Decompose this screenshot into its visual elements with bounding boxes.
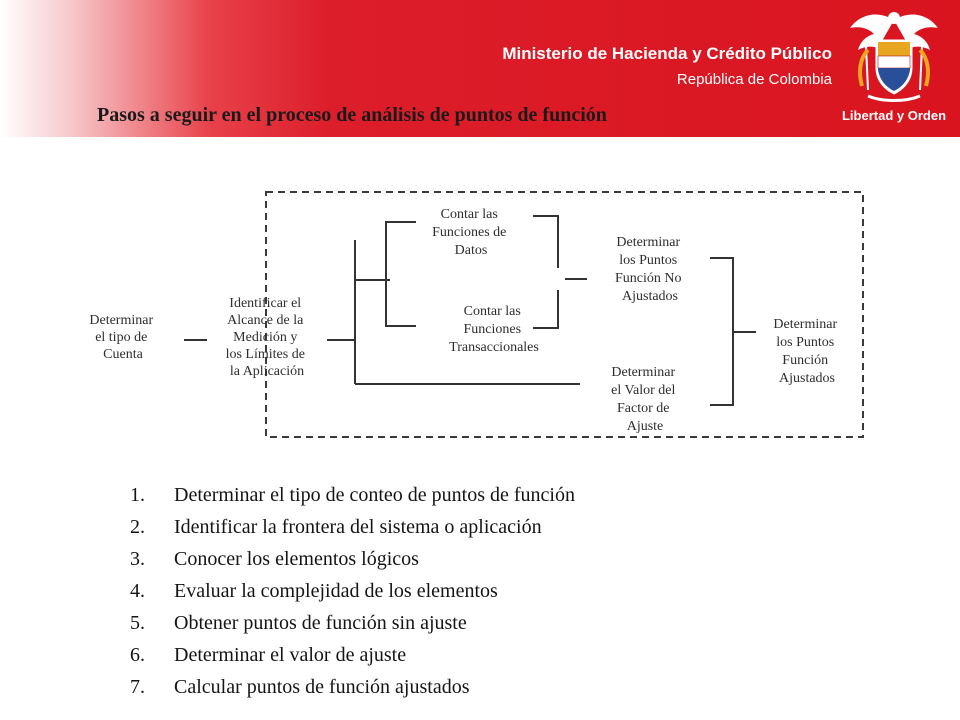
- step-text: Determinar el tipo de conteo de puntos de función: [174, 484, 575, 506]
- box-identificar-alcance: Identificar el Alcance de la Medición y los Límites de la Aplicación: [225, 296, 305, 379]
- list-item: [130, 482, 575, 514]
- step-text: Determinar el valor de ajuste: [174, 644, 407, 666]
- box-puntos-no-ajustados: Determinar los Puntos Función No Ajustados: [615, 235, 682, 304]
- list-item: [130, 514, 575, 546]
- step-text: Conocer los elementos lógicos: [174, 548, 419, 570]
- box-contar-funciones-datos: Contar las Funciones de Datos: [432, 207, 507, 258]
- step-number: 5.: [130, 612, 145, 634]
- box-contar-funciones-transaccionales: Contar las Funciones Transaccionales: [449, 304, 539, 355]
- coat-of-arms-icon: [838, 6, 950, 104]
- list-item: [130, 578, 575, 610]
- list-item: [130, 546, 575, 578]
- steps-list: [130, 482, 575, 706]
- motto: Libertad y Orden: [841, 108, 947, 123]
- page-title: Pasos a seguir en el proceso de análisis de puntos de función: [97, 104, 607, 126]
- box-puntos-ajustados: Determinar los Puntos Función Ajustados: [773, 317, 838, 386]
- box-determinar-tipo: Determinar el tipo de Cuenta: [89, 313, 154, 362]
- step-number: 3.: [130, 548, 145, 570]
- list-item: [130, 642, 575, 674]
- list-item: [130, 674, 575, 706]
- republic-name: República de Colombia: [676, 71, 832, 88]
- step-number: 7.: [130, 676, 145, 698]
- box-valor-factor-ajuste: Determinar el Valor del Factor de Ajuste: [611, 365, 676, 434]
- step-text: Obtener puntos de función sin ajuste: [174, 612, 467, 634]
- step-number: 4.: [130, 580, 145, 602]
- step-text: Calcular puntos de función ajustados: [174, 676, 470, 698]
- function-point-process-diagram: [60, 180, 875, 450]
- list-item: [130, 610, 575, 642]
- step-number: 6.: [130, 644, 145, 666]
- step-number: 1.: [130, 484, 145, 506]
- step-text: Evaluar la complejidad de los elementos: [174, 580, 498, 602]
- ministry-name: Ministerio de Hacienda y Crédito Público: [502, 44, 832, 63]
- step-text: Identificar la frontera del sistema o aplicación: [174, 516, 542, 538]
- step-number: 2.: [130, 516, 145, 538]
